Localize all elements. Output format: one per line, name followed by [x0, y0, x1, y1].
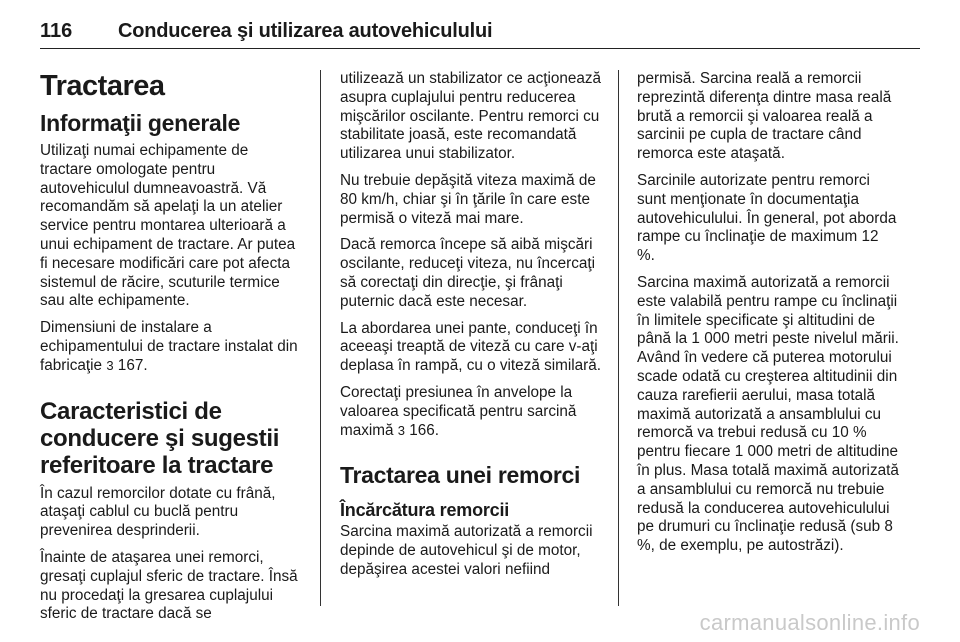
watermark: carmanualsonline.info	[699, 610, 920, 635]
paragraph: La abordarea unei pante, conduceţi în aceeaşi treaptă de viteză cu care v-aţi deplasa în rampă, cu o viteză similară.	[340, 319, 602, 375]
running-title: Conducerea şi utilizarea autovehiculului	[118, 20, 493, 42]
paragraph-with-reference	[40, 319, 302, 375]
section-heading-general: Informaţii generale	[40, 110, 241, 136]
paragraph: Sarcinile autorizate pentru remorci sunt menţionate în documentaţia autovehiculului. În general, pot aborda rampe cu înclinaţie de maximum 12 %.	[637, 171, 897, 265]
page-reference[interactable]: 167.	[113, 356, 148, 374]
paragraph: Utilizaţi numai echipamente de tractare omologate pentru autovehiculul dumneavoastră. Vă recomandăm să apelaţi la un atelier service pentru montarea ulterioară a unui echipament de tractare. Ar putea fi necesare modificări care pot afecta sistemul de răcire, scuturile termice sau alte echipamente.	[40, 142, 296, 310]
page-reference-arrow-icon: 3	[397, 422, 406, 438]
paragraph: Dacă remorca începe să aibă mişcări oscilante, reduceţi viteza, nu încercaţi să corectaţi din direcţie, şi frânaţi puternic dacă este necesar.	[340, 236, 596, 310]
paragraph: Sarcina maximă autorizată a remorcii depinde de autovehicul şi de motor, depăşirea acestei valori nefiind	[340, 523, 593, 578]
paragraph: În cazul remorcilor dotate cu frână, ataşaţi cablul cu buclă pentru prevenirea desprinderii.	[40, 484, 276, 540]
paragraph: Nu trebuie depăşită viteza maximă de 80 km/h, chiar şi în ţările în care este permisă o viteză mai mare.	[340, 171, 596, 227]
page-header	[40, 10, 920, 49]
paragraph-text: Dimensiuni de instalare a echipamentului de tractare instalat din fabricaţie	[40, 319, 298, 374]
heading-line: referitoare la tractare	[40, 451, 274, 479]
paragraph-with-reference	[340, 384, 602, 440]
heading-line: conducere şi sugestii	[40, 424, 280, 452]
page-number: 116	[40, 20, 73, 42]
section-heading-trailer: Tractarea unei remorci	[340, 462, 581, 489]
column-divider	[618, 70, 619, 606]
paragraph: Sarcina maximă autorizată a remorcii este valabilă pentru rampe cu înclinaţii în limitele specificate şi altitudini de până la 1 000 metri peste nivelul mării. Având în vedere că puterea motorului scade odată cu creşterea altitudinii din cauza rarefierii aerului, masa totală maximă autorizată a ansamblului cu remorcă va trebui redusă cu 10 % pentru fiecare 1 000 metri de altitudine în plus. Masa totală maximă autorizată a ansamblului cu remorcă nu trebuie redusă la conducerea autovehiculului pe drumuri cu înclinaţie redusă (sub 8 %, de exemplu, pe autostrăzi).	[637, 273, 899, 555]
page-reference[interactable]: 166.	[405, 421, 440, 439]
column-1	[40, 70, 302, 632]
paragraph: Înainte de ataşarea unei remorci, gresaţi cuplajul sferic de tractare. Însă nu procedaţi la gresarea cuplajului sferic de tractare dacă se	[40, 548, 298, 623]
paragraph: utilizează un stabilizator ce acţionează asupra cuplajului pentru reducerea mişcărilor oscilante. Pentru remorci cu stabilitate joasă, este recomandată utilizarea unui stabilizator.	[340, 70, 602, 163]
page-reference-arrow-icon: 3	[106, 357, 114, 373]
chapter-heading: Tractarea	[40, 70, 165, 102]
heading-line: Caracteristici de	[40, 397, 222, 425]
section-heading-driving	[40, 398, 302, 479]
column-2	[340, 70, 602, 588]
paragraph: permisă. Sarcina reală a remorcii reprezintă diferenţa dintre masa reală brută a remorcii şi valoarea reală a sarcinii pe cupla de tractare când remorca este ataşată.	[637, 70, 892, 163]
paragraph-text: Corectaţi presiunea în anvelope la valoarea specificată pentru sarcină maximă	[340, 383, 577, 439]
column-divider	[320, 70, 321, 606]
subsection-heading-load: Încărcătura remorcii	[340, 500, 510, 521]
column-3	[637, 70, 899, 564]
